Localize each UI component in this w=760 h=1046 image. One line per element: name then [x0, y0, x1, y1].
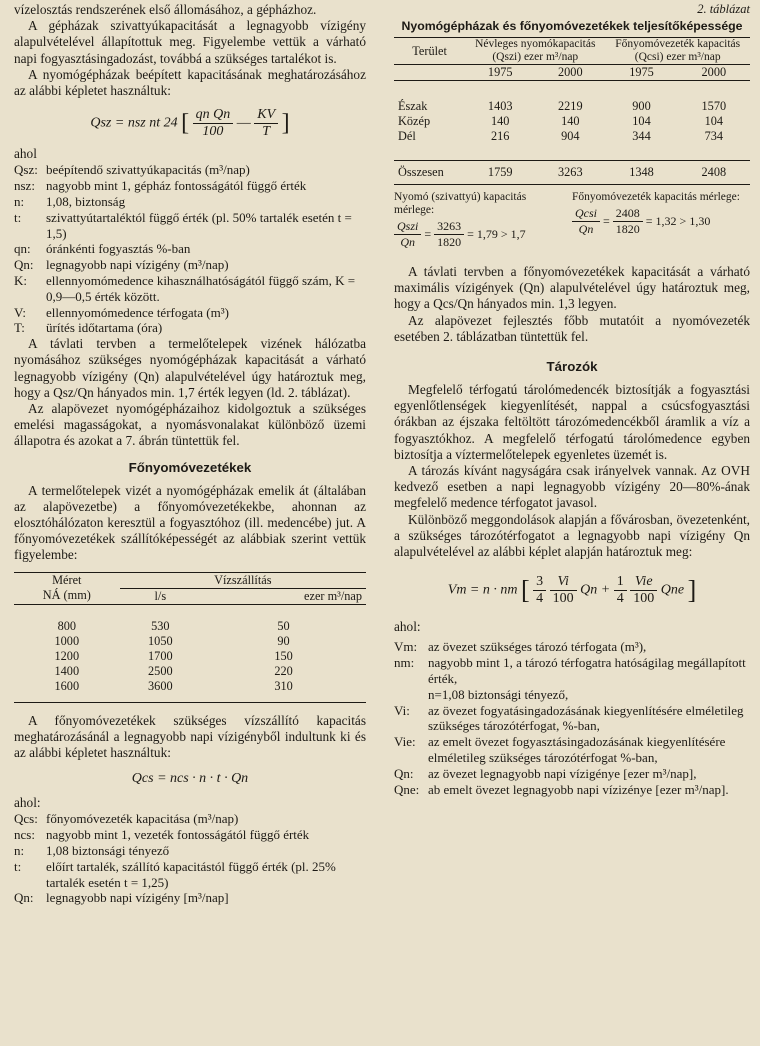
- fraction-den: 100: [633, 591, 655, 607]
- table-cell: 310: [274, 678, 293, 693]
- definition-item: [14, 178, 366, 194]
- definition-symbol: K:: [14, 273, 27, 288]
- paragraph: Különböző meggondolások alapján a fővárosban, övezetenként, a szükséges tározótérfogatot a legnagyobb napi vízigény Qn alapulvételével az alábbi képlet alapján határoztuk meg:: [394, 511, 750, 560]
- definition-text: előírt tartalék, szállító kapacitástól függő érték (pl. 25% tartalék esetén t = 1,25): [46, 858, 336, 890]
- table-cell: 2500: [148, 663, 173, 678]
- fraction-den: 4: [536, 591, 544, 607]
- definition-text: ellennyomómedence térfogata (m³): [46, 304, 229, 320]
- fraction-num: qn Qn: [193, 107, 234, 124]
- fraction: [613, 206, 643, 237]
- table-header: NÁ (mm): [14, 588, 120, 604]
- fraction-den: Qn: [400, 235, 415, 249]
- definition-text: óránkénti fogyasztás %-ban: [46, 241, 191, 257]
- table-header: Méret: [52, 572, 82, 587]
- table-header: l/s: [120, 588, 201, 604]
- definition-item: [14, 273, 366, 305]
- paragraph: A távlati tervben a termelőtelepek vizének hálózatba nyomásához szükséges nyomógépházak kapacitását a várható legnagyobb vízigény (Qn) alapulvételével úgy határoztuk meg, hogy a Qsz/Qn hányados min. 1,7 érték legyen (ld. 2. táblázat).: [14, 336, 366, 400]
- table-cell: 104: [704, 114, 724, 128]
- definition-text: nagyobb mint 1, gépház fontosságától függő érték: [46, 178, 307, 194]
- definition-item: [14, 210, 366, 242]
- table-label: 2. táblázat: [697, 2, 750, 16]
- fraction-den: Qn: [578, 222, 594, 236]
- fraction-den: 1820: [437, 235, 462, 249]
- definition-text: az övezet fogyatásingadozásának kiegyenlítésére elméletileg szükséges tározótérfogat, %-ban,: [428, 702, 744, 734]
- paragraph: vízelosztás rendszerének első állomásához, a gépházhoz.: [14, 2, 317, 17]
- balance-label: Nyomó (szivattyú) kapacitás mérlege:: [394, 191, 527, 216]
- table-row: [394, 129, 750, 144]
- table-cell: 216: [491, 129, 510, 143]
- fraction: [550, 574, 577, 607]
- definition-item: [394, 703, 750, 735]
- fraction-num: 1: [614, 574, 627, 591]
- table-cell: 1200: [54, 648, 80, 663]
- definition-item: [14, 843, 366, 859]
- formula-lhs: Vm = n · nm: [447, 582, 518, 598]
- paragraph: A gépházak szivattyúkapacitását a legnagyobb vízigény alapulvételével állapítottuk meg. Figyelembe vettük a várható napi fogyasztásingadozást, továbbá a szükséges tartalékot is.: [14, 18, 366, 66]
- fraction: [394, 219, 421, 250]
- balance-formula: Qszi Qn = $\frac{3263}{1820}$ = 1,79 > 1,7: [394, 219, 565, 250]
- formula-term: Qn +: [580, 582, 611, 598]
- definition-symbol: Qsz:: [14, 162, 38, 178]
- paragraph: A távlati tervben a főnyomóvezetékek kapacitását a várható maximális vízigények (Qn) alapulvételével úgy határoztuk meg, hogy a Qcs/Qn hányados min. 1,3 legyen.: [394, 264, 750, 312]
- table-header: 2000: [678, 65, 750, 81]
- table-cell: 2408: [701, 165, 727, 179]
- definition-symbol: T:: [14, 320, 25, 336]
- fraction-num: KV: [254, 107, 278, 124]
- definition-text: n=1,08 biztonsági tényező,: [428, 686, 569, 702]
- fraction-num: 2408: [613, 206, 643, 222]
- formula-pump-capacity: Qsz = nsz nt 24 [ $\frac{\text{qn Qn}}{100}$ — $\frac{KV}{T}$ ]: [90, 107, 290, 140]
- fraction-num: Vie: [630, 574, 657, 591]
- table-cell: 50: [277, 618, 290, 633]
- fraction: [254, 107, 278, 140]
- table-row: [14, 679, 366, 694]
- table-row: [14, 634, 366, 649]
- section-heading: Tározók: [546, 359, 598, 375]
- definition-text: legnagyobb napi vízigény (m³/nap): [46, 257, 229, 273]
- balance-result: = 1,32 > 1,30: [645, 214, 711, 228]
- definition-text: szivattyútartaléktól függő érték (pl. 50% tartalék esetén t = 1,5): [46, 209, 352, 241]
- table-cell: Dél: [398, 129, 416, 143]
- table-cell: 3600: [148, 678, 173, 693]
- definition-item: [14, 859, 366, 891]
- balance-block: [394, 191, 750, 250]
- definition-symbol: Qn:: [14, 257, 34, 273]
- balance-label: Főnyomóvezeték kapacitás mérlege:: [572, 191, 740, 203]
- table-cell: 220: [274, 663, 293, 678]
- table-header: 1975: [605, 65, 677, 81]
- table-cell: 904: [561, 129, 580, 143]
- definition-symbol: nm:: [394, 655, 415, 671]
- table-cell: Észak: [398, 99, 428, 113]
- fraction-den: 100: [552, 591, 574, 607]
- definition-symbol: V:: [14, 304, 27, 320]
- paragraph: Az alapövezet nyomógépházaihoz kidolgoztuk a szükséges emelési magasságokat, a nyomásvonalakat különböző üzemi állapotra és azokat a 7. ábrán tüntettük fel.: [14, 401, 366, 449]
- definition-text: legnagyobb napi vízigény [m³/nap]: [46, 890, 229, 906]
- table-cell: 1050: [148, 633, 173, 648]
- table-header: Főnyomóvezeték kapacitás (Qcsi) ezer m³/nap: [615, 38, 741, 63]
- fraction-den: 1820: [615, 222, 640, 236]
- fraction: [572, 206, 600, 237]
- definition-symbol: Qcs:: [14, 811, 38, 827]
- table-row: [394, 99, 750, 114]
- formula-lhs: Qsz = nsz nt 24: [90, 115, 178, 131]
- table-row: [14, 604, 366, 634]
- definition-text: nagyobb mint 1, a tározó térfogatra hatóságilag megállapított érték,: [428, 655, 746, 687]
- definition-text: az emelt övezet fogyasztásingadozásának kiegyenlítésére elméletileg szükséges tározótérfogat %-ban,: [428, 734, 726, 766]
- table-cell: 1000: [54, 633, 80, 648]
- table-cell: 1759: [487, 165, 513, 179]
- right-column: [394, 0, 750, 797]
- table-header: Vízszállítás: [214, 572, 272, 587]
- definition-symbol: nsz:: [14, 178, 35, 194]
- fraction: [533, 574, 546, 607]
- definition-symbol: t:: [14, 209, 22, 225]
- ahol-label: ahol:: [394, 619, 421, 635]
- table-cell: 1600: [54, 678, 80, 693]
- table-title: Nyomógépházak és főnyomóvezetékek teljesítőképessége: [401, 19, 743, 33]
- fraction-num: Qszi: [394, 219, 421, 235]
- table-row: [394, 114, 750, 129]
- definition-item: [394, 782, 750, 798]
- table-cell: 2219: [558, 99, 583, 113]
- definition-item: [14, 241, 366, 257]
- table-header: Terület: [412, 43, 447, 58]
- definition-text: az övezet legnagyobb napi vízigénye [ezer m³/nap],: [428, 765, 697, 781]
- capacity-table: [14, 572, 366, 703]
- definition-text: főnyomóvezeték kapacitása (m³/nap): [46, 811, 239, 827]
- fraction-den: T: [262, 124, 271, 140]
- definition-item: [394, 687, 750, 703]
- definition-text: ellennyomómedence kihasználhatóságától függő szám, K = 0,9—0,5 érték között.: [46, 273, 356, 304]
- fraction-num: 3: [533, 574, 546, 591]
- definition-symbol: Vie:: [394, 734, 416, 750]
- definition-symbol: [394, 687, 428, 703]
- ahol-label: ahol:: [14, 795, 41, 811]
- definition-list: [14, 811, 366, 906]
- table-cell: 800: [57, 618, 77, 633]
- definition-symbol: Qn:: [394, 765, 414, 781]
- table-cell: 140: [561, 114, 580, 128]
- table-row: [394, 161, 750, 185]
- definition-text: 1,08, biztonság: [46, 194, 126, 210]
- table-cell: 734: [704, 129, 724, 143]
- formula-storage: Vm = n · nm [ $\frac{3}{4}$ $\frac{Vi}{100}$ Qn + $\frac{1}{4}$ Vie 100 Qne ]: [447, 574, 697, 607]
- fraction-num: 3263: [434, 219, 464, 235]
- section-heading: Főnyomóvezetékek: [128, 459, 252, 475]
- definition-list: [394, 639, 750, 797]
- definition-item: [14, 305, 366, 321]
- table-cell: 1403: [487, 99, 513, 113]
- fraction-den: 4: [616, 591, 624, 607]
- table-cell: 104: [632, 114, 651, 128]
- paragraph: A főnyomóvezetékek szükséges vízszállító kapacitás meghatározásánál a legnagyobb napi vízigényből indultunk ki és az alábbi képletet használtuk:: [14, 712, 366, 761]
- table-cell: 90: [277, 633, 290, 648]
- table-cell: Összesen: [398, 165, 444, 179]
- pipe-balance: [572, 191, 750, 250]
- definition-text: ab emelt övezet legnagyobb napi vízizénye [ezer m³/nap].: [428, 781, 729, 797]
- definition-item: [14, 162, 366, 178]
- table-cell: 1700: [148, 648, 173, 663]
- fraction: [630, 574, 657, 607]
- table-row: [14, 664, 366, 679]
- balance-formula: Qcsi Qn = $\frac{2408}{1820}$ = 1,32 > 1,30: [572, 206, 750, 237]
- definition-item: [394, 766, 750, 782]
- definition-item: [394, 655, 750, 687]
- definition-text: nagyobb mint 1, vezeték fontosságától függő érték: [46, 827, 310, 843]
- fraction: [434, 219, 464, 250]
- table-cell: 344: [632, 129, 651, 143]
- table-row: [14, 649, 366, 664]
- definition-item: [14, 320, 366, 336]
- definition-item: [14, 257, 366, 273]
- table-cell: 900: [632, 99, 651, 113]
- definition-text: 1,08 biztonsági tényező: [46, 843, 170, 859]
- formula-term: Qne: [660, 582, 685, 598]
- definition-text: ürítés időtartama (óra): [46, 320, 163, 336]
- definition-symbol: Qne:: [394, 781, 420, 797]
- formula-main-pipe: Qcs = ncs · n · t · Qn: [131, 771, 249, 787]
- definition-symbol: qn:: [14, 241, 31, 257]
- definition-item: [14, 890, 366, 906]
- fraction: [193, 107, 234, 140]
- table-cell: 1348: [629, 165, 654, 179]
- definition-item: [14, 194, 366, 210]
- definition-symbol: n:: [14, 194, 25, 210]
- table-cell: 1570: [701, 99, 727, 113]
- table-cell: 140: [491, 114, 510, 128]
- table-cell: 1400: [54, 663, 80, 678]
- table-cell: 530: [151, 618, 170, 633]
- paragraph: A termelőtelepek vizét a nyomógépházak emelik át (általában az alapövezetbe) a főnyomóvezetékekbe, ahonnan az elosztóhálózaton keresztül a fogyasztóhoz (ill. medencébe) jut. A főnyomóvezetékek szállítóképességét az alábbiak szerint vettük figyelembe:: [14, 482, 366, 563]
- definition-symbol: t:: [14, 858, 22, 874]
- paragraph: A tározás kívánt nagyságára csak irányelvek vannak. Az OVH kedvező esetben a napi legnagyobb vízigény 20—80%-ának megfelelő medence térfogatot javasol.: [394, 463, 750, 511]
- definition-list: [14, 162, 366, 336]
- ahol-label: ahol: [14, 146, 37, 162]
- definition-symbol: Vm:: [394, 639, 418, 655]
- definition-symbol: Qn:: [14, 890, 34, 906]
- paragraph: A nyomógépházak beépített kapacitásának meghatározásához az alábbi képletet használtuk:: [14, 66, 366, 99]
- fraction-num: Qcsi: [572, 206, 600, 222]
- definition-item: [394, 639, 750, 655]
- table-cell: 150: [274, 648, 293, 663]
- definition-symbol: ncs:: [14, 827, 35, 843]
- paragraph: Az alapövezet fejlesztés főbb mutatóit a nyomóvezeték esetében 2. táblázatban tüntettük fel.: [394, 312, 750, 344]
- fraction: [614, 574, 627, 607]
- table-header: ezer m³/nap: [201, 588, 366, 604]
- definition-symbol: Vi:: [394, 702, 410, 718]
- definition-item: [14, 811, 366, 827]
- table-cell: 3263: [558, 165, 583, 179]
- definition-symbol: n:: [14, 843, 25, 859]
- performance-table: [394, 37, 750, 185]
- table-cell: Közép: [398, 114, 431, 128]
- table-header: Névleges nyomókapacitás (Qszi) ezer m³/nap: [475, 38, 596, 63]
- paragraph: Megfelelő térfogatú tárolómedencék biztosítják a fogyasztási egyenlőtlenségek kiegyenlítését, nappal a csúcsfogyasztási órákban az éjszaka feltöltött tározómedencékből áramlik a víz a fogyasztókhoz. A megfelelő térfogatú tárolómedence egyben biztosítja a víztermelőtelepek egyenletes üzemét is.: [394, 382, 750, 462]
- balance-result: = 1,79 > 1,7: [467, 227, 526, 241]
- definition-item: [14, 827, 366, 843]
- left-column: [14, 0, 366, 906]
- definition-item: [394, 734, 750, 766]
- pump-balance: [394, 191, 565, 250]
- fraction-den: 100: [202, 124, 224, 140]
- fraction-num: Vi: [550, 574, 577, 591]
- table-header: 2000: [535, 65, 605, 81]
- table-header: 1975: [465, 65, 535, 81]
- definition-text: az övezet szükséges tározó térfogata (m³),: [428, 639, 647, 655]
- definition-text: beépítendő szivattyúkapacitás (m³/nap): [46, 162, 250, 178]
